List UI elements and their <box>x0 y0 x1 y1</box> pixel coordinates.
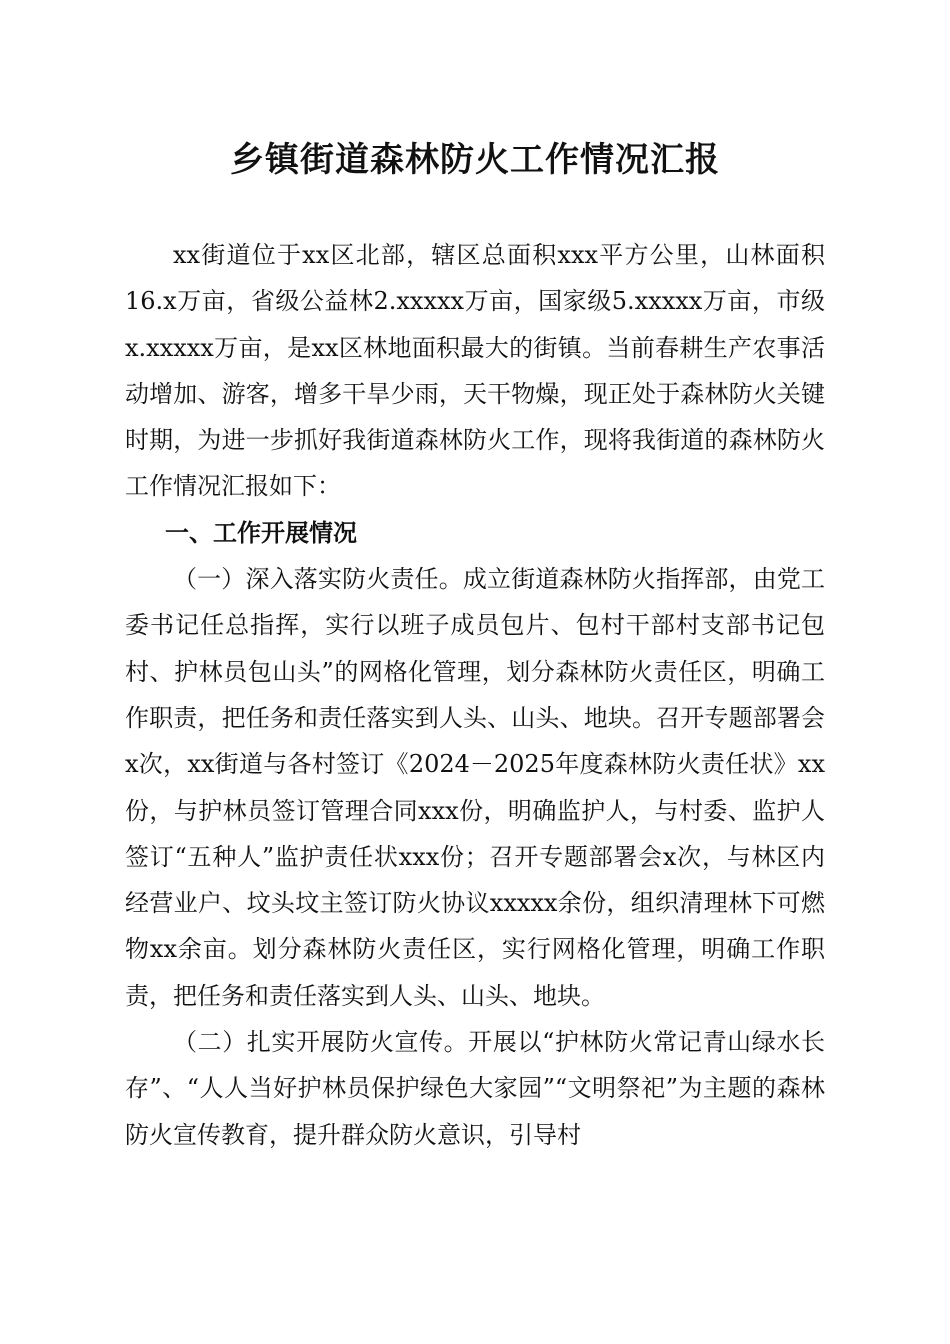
document-body <box>125 232 825 1158</box>
paragraph-fire-responsibility: （一）深入落实防火责任。成立街道森林防火指挥部，由党工委书记任总指挥，实行以班子成员包片、包村干部村支部书记包村、护林员包山头”的网格化管理，划分森林防火责任区，明确工作职责，把任务和责任落实到人头、山头、地块。召开专题部署会x次，xx街道与各村签订《2024－2025年度森林防火责任状》xx份，与护林员签订管理合同xxx份，明确监护人，与村委、监护人签订“五种人”监护责任状xxx份；召开专题部署会x次，与林区内经营业户、坟头坟主签订防火协议xxxxx余份，组织清理林下可燃物xx余亩。划分森林防火责任区，实行网格化管理，明确工作职责，把任务和责任落实到人头、山头、地块。 <box>125 565 825 1010</box>
intro-paragraph: xx街道位于xx区北部，辖区总面积xxx平方公里，山林面积16.x万亩，省级公益林2.xxxxx万亩，国家级5.xxxxx万亩，市级x.xxxxx万亩，是xx区林地面积最大的街镇。当前春耕生产农事活动增加、游客，增多干旱少雨，天干物燥，现正处于森林防火关键时期，为进一步抓好我街道森林防火工作，现将我街道的森林防火工作情况汇报如下： <box>125 241 825 501</box>
paragraph-fire-publicity: （二）扎实开展防火宣传。开展以“护林防火常记青山绿水长存”、“人人当好护林员保护绿色大家园”“文明祭祀”为主题的森林防火宣传教育，提升群众防火意识，引导村 <box>125 1028 825 1149</box>
document-title: 乡镇街道森林防火工作情况汇报 <box>230 140 720 180</box>
section-heading-work-progress: 一、工作开展情况 <box>165 518 357 547</box>
